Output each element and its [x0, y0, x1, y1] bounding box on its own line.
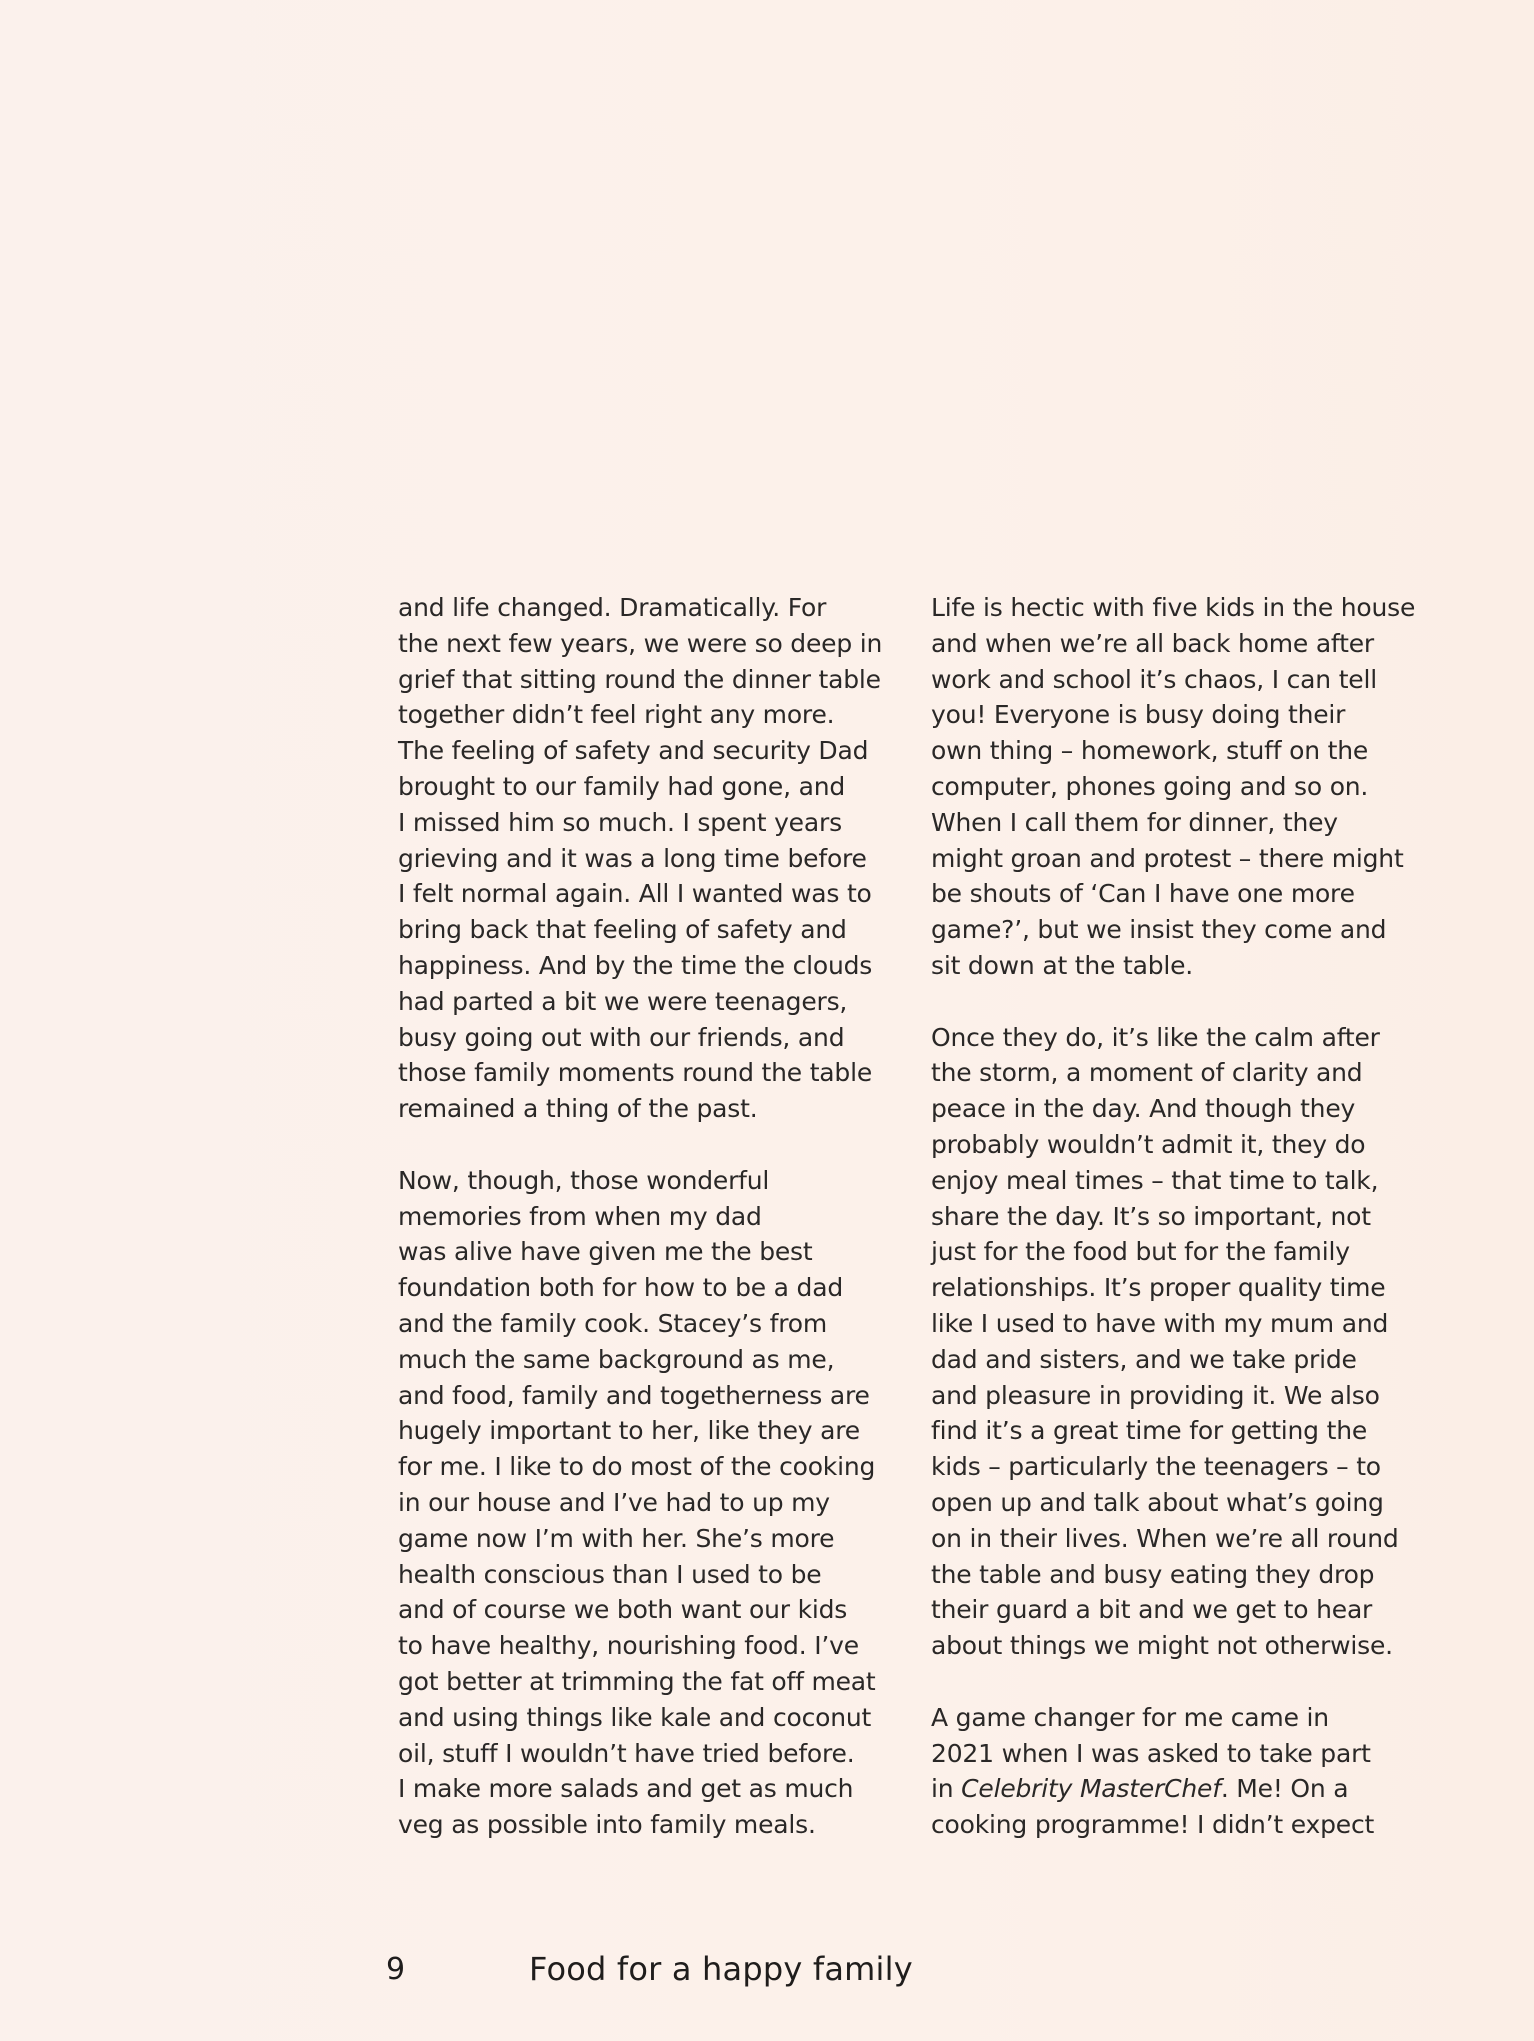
text-line: about things we might not otherwise.: [931, 1631, 1393, 1661]
text-line: and life changed. Dramatically. For: [398, 593, 827, 622]
text-line: bring back that feeling of safety and: [398, 915, 847, 945]
paragraph-gap: [931, 1664, 1431, 1700]
text-line: foundation both for how to be a dad: [398, 1273, 843, 1303]
text-line: and using things like kale and coconut: [398, 1702, 872, 1732]
text-line: work and school it’s chaos, I can tell: [931, 664, 1377, 694]
text-line: find it’s a great time for getting the: [931, 1416, 1368, 1446]
text-line: game now I’m with her. She’s more: [398, 1523, 835, 1553]
text-line: dad and sisters, and we take pride: [931, 1344, 1357, 1374]
text-line: those family moments round the table: [398, 1058, 873, 1088]
text-line: I felt normal again. All I wanted was to: [398, 879, 872, 909]
text-line: Life is hectic with five kids in the house: [931, 593, 1416, 622]
text-line: got better at trimming the fat off meat: [398, 1666, 876, 1696]
text-line: their guard a bit and we get to hear: [931, 1595, 1373, 1625]
text-line: hugely important to her, like they are: [398, 1416, 860, 1446]
text-line: be shouts of ‘Can I have one more: [931, 879, 1355, 909]
text-line: was alive have given me the best: [398, 1237, 813, 1267]
paragraph-1: [398, 590, 898, 1127]
text-line: sit down at the table.: [931, 950, 1194, 980]
text-line: happiness. And by the time the clouds: [398, 950, 873, 980]
running-title: Food for a happy family: [529, 1950, 913, 1988]
show-title: Celebrity MasterChef: [961, 1774, 1221, 1804]
left-text-column: [398, 590, 898, 1843]
text-line: just for the food but for the family: [931, 1237, 1350, 1267]
paragraph-3: [931, 590, 1431, 984]
text-line: and when we’re all back home after: [931, 628, 1374, 658]
text-line: health conscious than I used to be: [398, 1559, 822, 1589]
text-line: relationships. It’s proper quality time: [931, 1273, 1386, 1303]
text-line: A game changer for me came in: [931, 1702, 1329, 1732]
text-line: computer, phones going and so on.: [931, 771, 1369, 801]
page-number: 9: [386, 1952, 406, 1987]
text-line: The feeling of safety and security Dad: [398, 736, 869, 766]
text-line: I missed him so much. I spent years: [398, 807, 842, 837]
text-line: grieving and it was a long time before: [398, 843, 867, 873]
text-line: oil, stuff I wouldn’t have tried before.: [398, 1738, 855, 1768]
text-line: busy going out with our friends, and: [398, 1022, 845, 1052]
text-line: to have healthy, nourishing food. I’ve: [398, 1631, 859, 1661]
text-line: enjoy meal times – that time to talk,: [931, 1165, 1379, 1195]
text-line-with-show-title: [931, 1771, 1431, 1807]
text-line: memories from when my dad: [398, 1201, 762, 1231]
paragraph-4: [931, 1020, 1431, 1664]
text-line: 2021 when I was asked to take part: [931, 1738, 1371, 1768]
text-line: and the family cook. Stacey’s from: [398, 1308, 827, 1338]
text-line: much the same background as me,: [398, 1344, 835, 1374]
paragraph-2: [398, 1163, 898, 1843]
text-line: open up and talk about what’s going: [931, 1487, 1384, 1517]
text-line: the next few years, we were so deep in: [398, 628, 883, 658]
text-line: grief that sitting round the dinner table: [398, 664, 881, 694]
text-line: game?’, but we insist they come and: [931, 915, 1387, 945]
text-line: the table and busy eating they drop: [931, 1559, 1375, 1589]
text-line: together didn’t feel right any more.: [398, 700, 835, 730]
text-line: and pleasure in providing it. We also: [931, 1380, 1380, 1410]
text-line: and of course we both want our kids: [398, 1595, 848, 1625]
text-line: the storm, a moment of clarity and: [931, 1058, 1363, 1088]
text-fragment: in: [931, 1774, 962, 1804]
text-line: in our house and I’ve had to up my: [398, 1487, 830, 1517]
text-line: probably wouldn’t admit it, they do: [931, 1129, 1366, 1159]
paragraph-gap: [398, 1127, 898, 1163]
text-line: brought to our family had gone, and: [398, 771, 846, 801]
text-line: and food, family and togetherness are: [398, 1380, 870, 1410]
text-line: for me. I like to do most of the cooking: [398, 1452, 876, 1482]
paragraph-5: [931, 1700, 1431, 1843]
text-line: had parted a bit we were teenagers,: [398, 986, 848, 1016]
text-line: veg as possible into family meals.: [398, 1810, 816, 1840]
text-line: own thing – homework, stuff on the: [931, 736, 1369, 766]
paragraph-gap: [931, 984, 1431, 1020]
text-line: you! Everyone is busy doing their: [931, 700, 1346, 730]
right-text-column: [931, 590, 1431, 1843]
text-line: share the day. It’s so important, not: [931, 1201, 1371, 1231]
text-fragment: . Me! On a: [1220, 1774, 1349, 1804]
text-line: like I used to have with my mum and: [931, 1308, 1389, 1338]
text-line: peace in the day. And though they: [931, 1094, 1356, 1124]
text-line: cooking programme! I didn’t expect: [931, 1810, 1375, 1840]
text-line: kids – particularly the teenagers – to: [931, 1452, 1381, 1482]
text-line: Once they do, it’s like the calm after: [931, 1022, 1380, 1052]
text-line: on in their lives. When we’re all round: [931, 1523, 1399, 1553]
text-line: remained a thing of the past.: [398, 1094, 758, 1124]
text-line: Now, though, those wonderful: [398, 1165, 770, 1195]
text-line: When I call them for dinner, they: [931, 807, 1338, 837]
text-line: I make more salads and get as much: [398, 1774, 854, 1804]
text-line: might groan and protest – there might: [931, 843, 1404, 873]
